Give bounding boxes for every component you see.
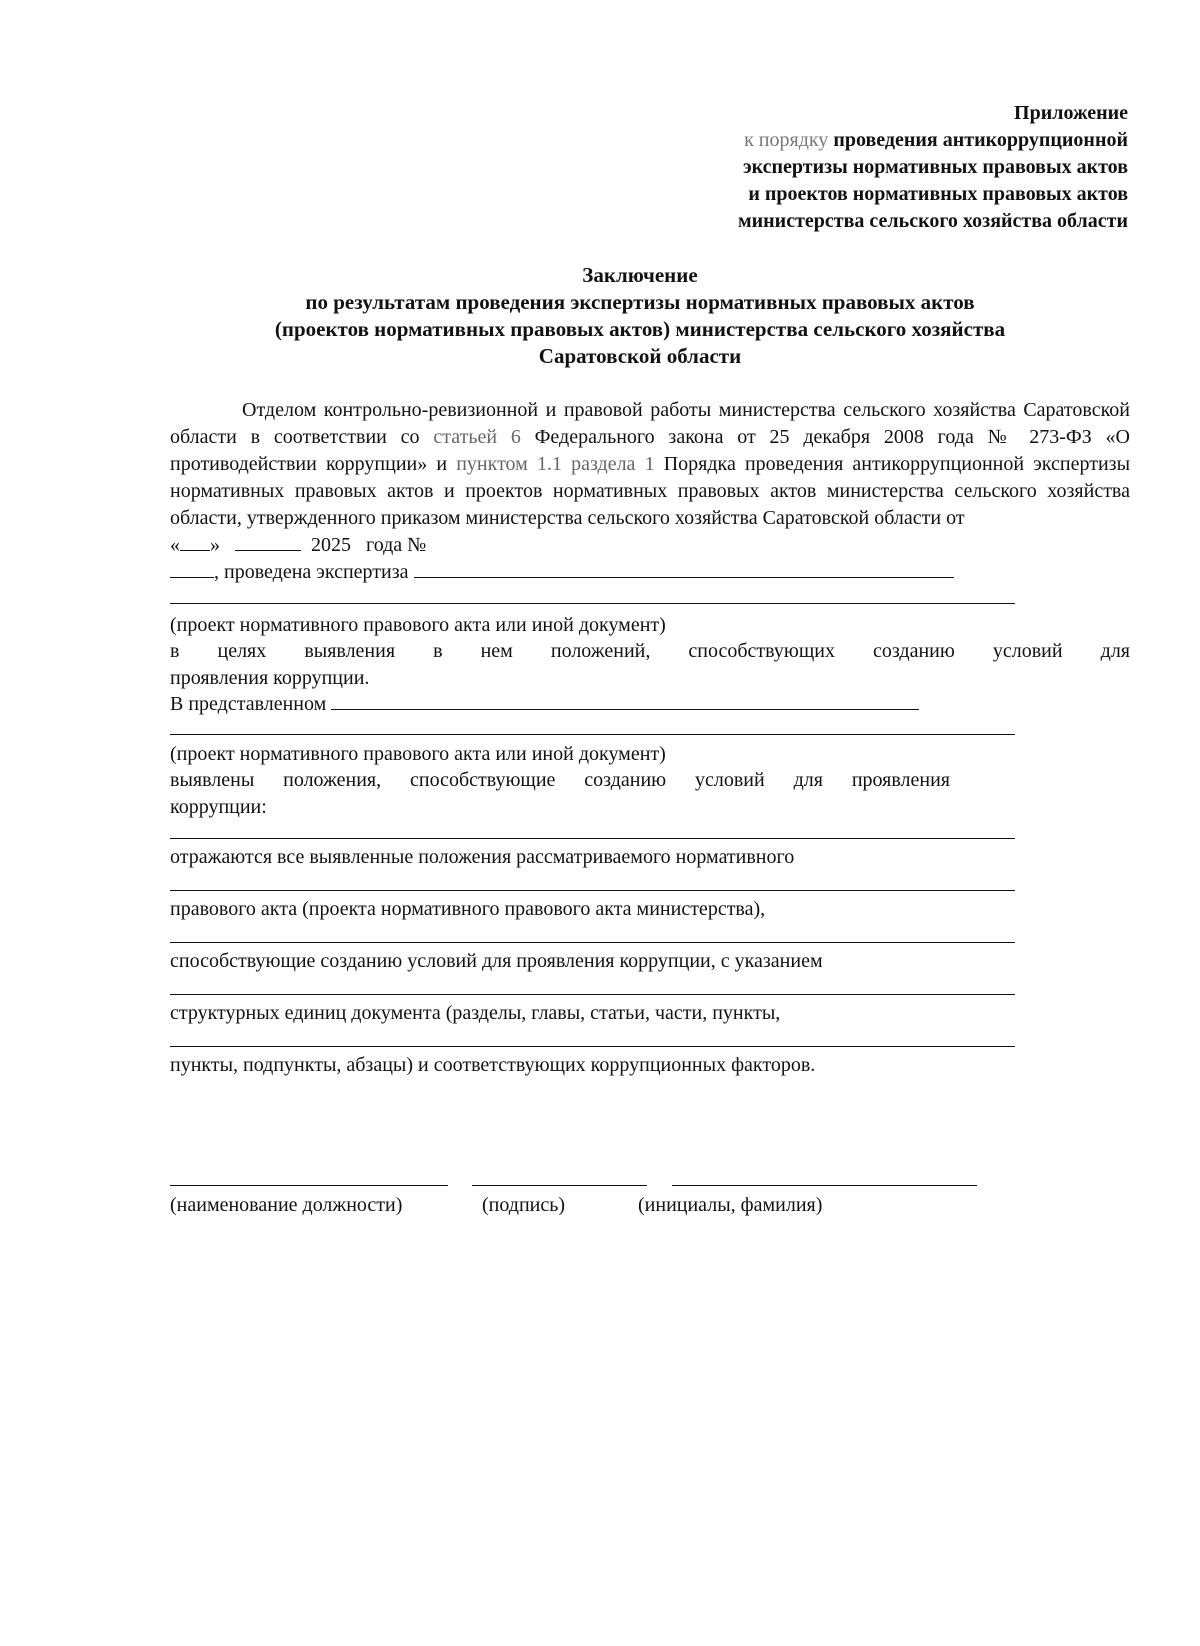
position-label: (наименование должности) bbox=[170, 1194, 403, 1216]
appendix-line: Приложение bbox=[1014, 102, 1128, 124]
year-suffix: года № bbox=[366, 534, 427, 556]
appendix-text: проведения антикоррупционной bbox=[828, 129, 1128, 151]
date-close-quote: » bbox=[210, 534, 220, 556]
year-text: 2025 bbox=[311, 534, 351, 556]
blank-rule bbox=[170, 890, 1015, 891]
intro-paragraph bbox=[170, 397, 1130, 532]
blank-rule bbox=[170, 1046, 1015, 1047]
title-line: Заключение bbox=[582, 263, 698, 287]
appendix-line bbox=[608, 127, 1128, 154]
number-blank bbox=[170, 559, 214, 578]
appendix-line: и проектов нормативных правовых актов bbox=[748, 183, 1128, 205]
signature-line bbox=[472, 1185, 647, 1186]
expertise-line bbox=[170, 559, 954, 586]
law-reference: статьей 6 bbox=[433, 426, 521, 448]
month-blank bbox=[235, 532, 301, 551]
signature-label: (подпись) bbox=[482, 1194, 566, 1216]
appendix-light-text: к порядку bbox=[744, 129, 829, 151]
document-title bbox=[170, 262, 1110, 370]
blank-rule bbox=[170, 994, 1015, 995]
appendix-header bbox=[608, 100, 1128, 235]
purpose-line: в целях выявления в нем положений, способствующих созданию условий для bbox=[170, 640, 1130, 662]
name-signature-line bbox=[672, 1185, 977, 1186]
position-signature-line bbox=[170, 1185, 448, 1186]
intro-text: Федерального закона от 25 декабря 2008 года № 273-ФЗ «О противодействии коррупции» и bbox=[170, 426, 1130, 475]
presented-text: В представленном bbox=[170, 693, 327, 715]
order-date-line bbox=[170, 532, 426, 559]
presented-line bbox=[170, 691, 919, 718]
day-blank bbox=[180, 532, 210, 551]
document-blank bbox=[414, 559, 954, 578]
instruction-line: правового акта (проекта нормативного правового акта министерства), bbox=[170, 898, 766, 920]
title-line: (проектов нормативных правовых актов) министерства сельского хозяйства bbox=[274, 317, 1006, 341]
found-line: коррупции: bbox=[170, 796, 267, 818]
title-line: по результатам проведения экспертизы нормативных правовых актов bbox=[305, 290, 975, 314]
title-line: Саратовской области bbox=[538, 344, 742, 368]
appendix-line: экспертизы нормативных правовых актов bbox=[742, 156, 1128, 178]
blank-rule bbox=[170, 603, 1015, 604]
name-label: (инициалы, фамилия) bbox=[638, 1194, 823, 1216]
blank-rule bbox=[170, 942, 1015, 943]
intro-text: Отделом контрольно-ревизионной и правовой работы министерства сельского хозяйства Саратовской области в соответствии со bbox=[170, 399, 1130, 448]
instruction-line: структурных единиц документа (разделы, главы, статьи, части, пункты, bbox=[170, 1002, 781, 1024]
presented-blank bbox=[331, 691, 919, 710]
instruction-line: пункты, подпункты, абзацы) и соответствующих коррупционных факторов. bbox=[170, 1054, 816, 1076]
instruction-line: способствующие созданию условий для проявления коррупции, с указанием bbox=[170, 950, 823, 972]
blank-rule bbox=[170, 734, 1015, 735]
appendix-line: министерства сельского хозяйства области bbox=[738, 210, 1128, 232]
found-line: выявлены положения, способствующие созданию условий для проявления bbox=[170, 769, 950, 791]
doc-caption: (проект нормативного правового акта или иной документ) bbox=[170, 743, 666, 765]
intro-text: Порядка проведения антикоррупционной экспертизы нормативных правовых актов и проектов нормативных правовых актов министерства сельского хозяйства области, утвержденного приказом министерства сельского хозяйства Саратовской области от bbox=[170, 453, 1131, 529]
date-open-quote: « bbox=[170, 534, 180, 556]
section-reference: пунктом 1.1 раздела 1 bbox=[456, 453, 655, 475]
instruction-line: отражаются все выявленные положения рассматриваемого нормативного bbox=[170, 846, 795, 868]
doc-caption: (проект нормативного правового акта или иной документ) bbox=[170, 614, 666, 636]
expertise-conducted-text: , проведена экспертиза bbox=[214, 561, 409, 583]
blank-rule bbox=[170, 838, 1015, 839]
purpose-line: проявления коррупции. bbox=[170, 667, 370, 689]
